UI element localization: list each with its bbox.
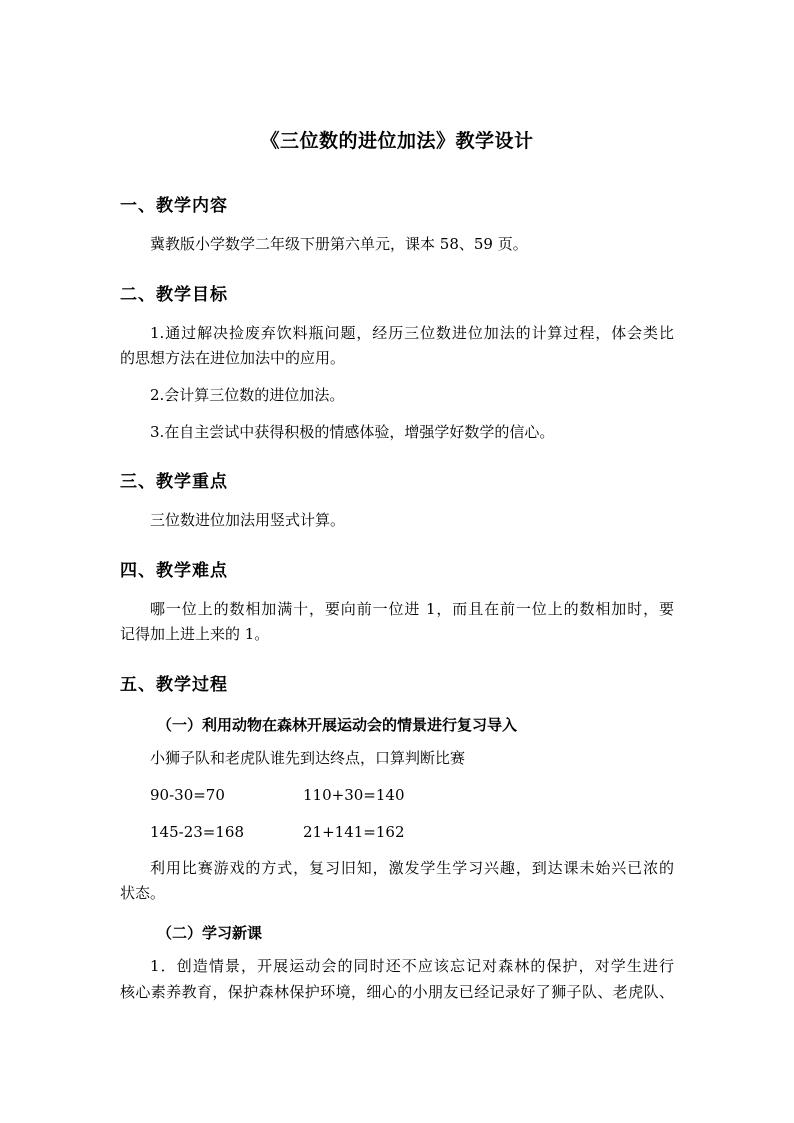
subsection-heading-new-lesson: （二）学习新课 [157, 924, 263, 942]
new-lesson-line2: 核心素养教育，保护森林保护环境，细心的小朋友已经记录好了狮子队、老虎队、 [120, 983, 674, 1001]
section-heading-difficulties: 四、教学难点 [120, 561, 228, 581]
equation: 110+30=140 [303, 786, 405, 804]
page-title: 《三位数的进位加法》教学设计 [260, 130, 534, 152]
objective-item-2: 2.会计算三位数的进位加法。 [150, 386, 345, 404]
section-heading-objectives: 二、教学目标 [120, 285, 228, 305]
objective-item-1-line2: 的思想方法在进位加法中的应用。 [120, 349, 346, 367]
difficulties-line2: 记得加上进上来的 1。 [120, 625, 270, 643]
objective-item-3: 3.在自主尝试中获得积极的情感体验，增强学好数学的信心。 [150, 423, 555, 441]
review-summary-line1: 利用比赛游戏的方式，复习旧知，激发学生学习兴趣，到达课未始兴已浓的 [150, 859, 674, 877]
subsection-heading-review: （一）利用动物在森林开展运动会的情景进行复习导入 [157, 716, 518, 734]
section-heading-key-points: 三、教学重点 [120, 472, 228, 492]
paragraph-key-points: 三位数进位加法用竖式计算。 [150, 511, 346, 529]
paragraph-content: 冀教版小学数学二年级下册第六单元，课本 58、59 页。 [150, 235, 528, 253]
section-heading-process: 五、教学过程 [120, 675, 228, 695]
equation: 21+141=162 [303, 823, 405, 841]
review-intro: 小狮子队和老虎队谁先到达终点，口算判断比赛 [150, 749, 466, 767]
equation: 145-23=168 [150, 823, 244, 841]
objective-item-1-line1: 1.通过解决捡废弃饮料瓶问题，经历三位数进位加法的计算过程，体会类比 [150, 324, 674, 342]
section-heading-content: 一、教学内容 [120, 196, 228, 216]
difficulties-line1: 哪一位上的数相加满十，要向前一位进 1，而且在前一位上的数相加时，要 [150, 600, 674, 618]
new-lesson-line1: 1．创造情景，开展运动会的同时还不应该忘记对森林的保护，对学生进行 [150, 957, 674, 975]
equation: 90-30=70 [150, 786, 225, 804]
review-summary-line2: 状态。 [120, 884, 166, 902]
